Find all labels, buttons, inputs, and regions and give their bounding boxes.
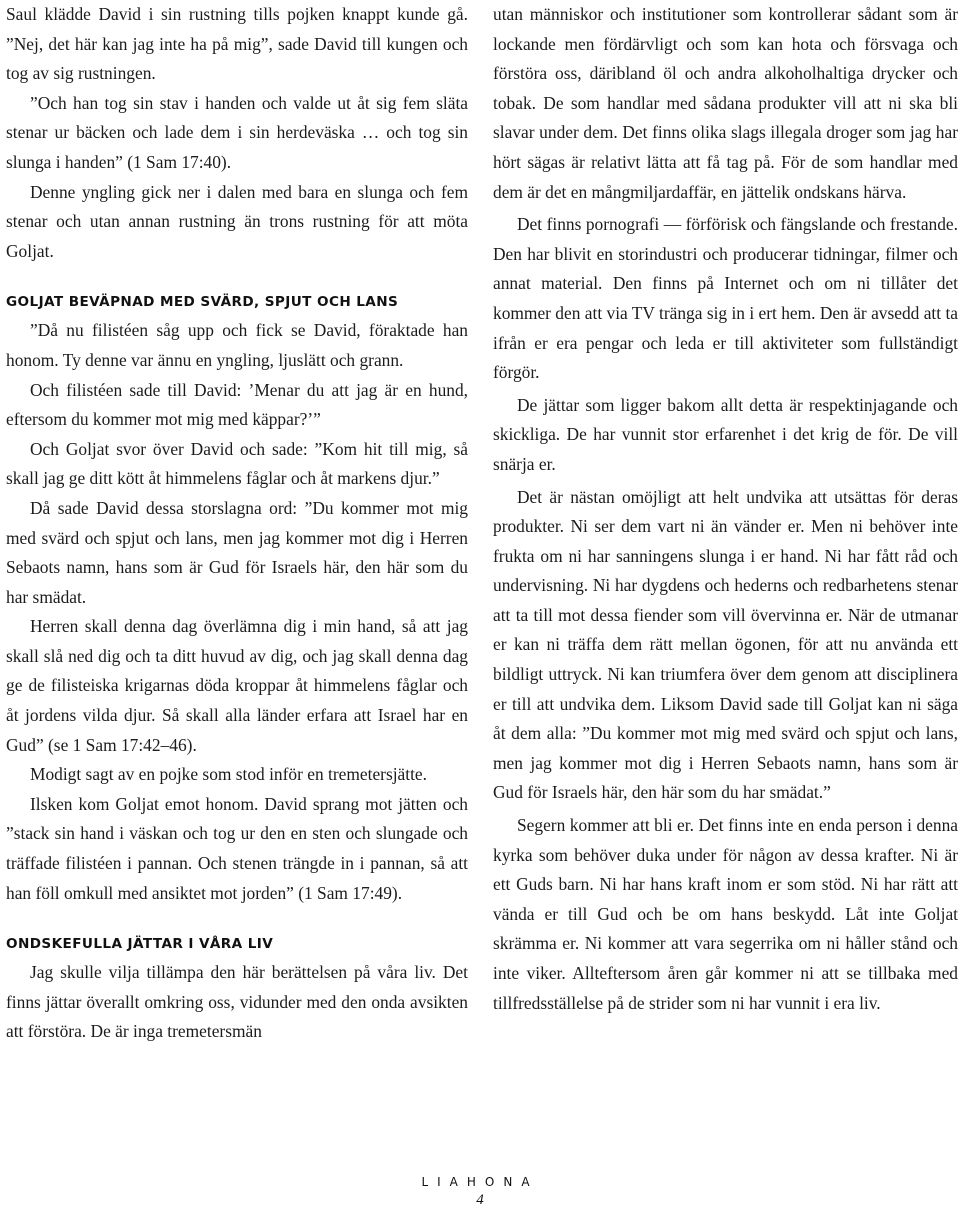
page-number: 4 [476,1192,484,1208]
paragraph: Denne yngling gick ner i dalen med bara en slunga och fem stenar och utan annan rustning än trons rustning för att möta Goljat. [6,181,468,261]
paragraph: Jag skulle vilja tillämpa den här berättelsen på våra liv. Det finns jättar överallt omkring oss, vidunder med den onda avsikten att förstöra. De är inga tremetersmän [6,962,468,1042]
paragraph: Då sade David dessa storslagna ord: ”Du kommer mot mig med svärd och spjut och lans, men jag kommer mot dig i Herren Sebaots namn, hans som är Gud för Israels här, den här som du har smädat. [6,497,468,607]
paragraph: ”Och han tog sin stav i handen och valde ut åt sig fem släta stenar ur bäcken och lade dem i sin herdeväska … och tog sin slunga i handen” (1 Sam 17:40). [6,92,468,172]
right-column [493,0,958,1018]
paragraph: ”Då nu filistéen såg upp och fick se David, föraktade han honom. Ty denne var ännu en yngling, ljuslätt och grann. [6,320,468,370]
paragraph: Det är nästan omöjligt att helt undvika att utsättas för deras produkter. Ni ser dem vart ni än vänder er. Men ni behöver inte frukta om ni har sanningens slunga i er hand. Ni har fått råd och undervisning. Ni har dygdens och hederns och redbarhetens stenar att ta till mot dessa fiender som vill övervinna er. När de utmanar er kan ni träffa dem rätt mellan ögonen, för att nu använda ett bildligt uttryck. Ni kan triumfera över dem genom att disciplinera er till att undvika dem. Liksom David sade till Goljat kan ni säga åt dem alla: ”Du kommer mot mig med svärd och spjut och lans, men jag kommer mot dig i Herren Sebaots namn, hans som är Gud för Israels här, den här som du har smädat.” [493,486,958,803]
paragraph: Och Goljat svor över David och sade: ”Kom hit till mig, så skall jag ge ditt kött åt himmelens fåglar och åt markens djur.” [6,438,468,489]
paragraph: Herren skall denna dag överlämna dig i min hand, så att jag skall slå ned dig och ta ditt huvud av dig, och jag skall denna dag ge de filisteiska krigarnas döda kroppar åt himmelens fåglar och åt jordens vilda djur. Så skall alla länder erfara att Israel har en Gud” (se 1 Sam 17:42–46). [6,616,468,755]
paragraph: Ilsken kom Goljat emot honom. David sprang mot jätten och ”stack sin hand i väskan och tog ur den en sten och slungade och träffade filistéen i pannan. Och stenen trängde in i pannan, så att han föll omkull med ansiktet mot jorden” (1 Sam 17:49). [6,793,468,903]
paragraph: Segern kommer att bli er. Det finns inte en enda person i denna kyrka som behöver duka under för någon av dessa krafter. Ni är ett Guds barn. Ni har hans kraft inom er som stöd. Ni har rätt att vända er till Gud och be om hans beskydd. Låt inte Goljat skrämma er. Ni kommer att vara segerrika om ni håller stånd och inte viker. Allteftersom åren går kommer ni att se tillbaka med tillfredsställelse på de strider som ni har vunnit i era liv. [493,815,958,1013]
paragraph: Modigt sagt av en pojke som stod inför en tremetersjätte. [30,764,427,785]
paragraph: De jättar som ligger bakom allt detta är respektinjagande och skickliga. De har vunnit stor erfarenhet i det krig de för. De vill snärja er. [493,394,958,474]
section-heading: GOLJAT BEVÄPNAD MED SVÄRD, SPJUT OCH LANS [6,294,399,311]
left-column [6,0,468,1047]
section-heading: ONDSKEFULLA JÄTTAR I VÅRA LIV [6,936,274,953]
paragraph: Saul klädde David i sin rustning tills pojken knappt kunde gå. ”Nej, det här kan jag inte ha på mig”, sade David till kungen och tog av sig rustningen. [6,4,468,84]
paragraph: Och filistéen sade till David: ’Menar du att jag är en hund, eftersom du kommer mot mig med käppar?’” [6,379,468,430]
magazine-name: LIAHONA [421,1175,539,1189]
paragraph: Det finns pornografi — förförisk och fängslande och frestande. Den har blivit en storindustri och producerar tidningar, filmer och annat material. Den finns på Internet och om ni tillåter det kommer den att via TV tränga sig in i ert hem. Den är avsedd att ta ifrån er era pengar och leda er till aktiviteter som fullständigt förgör. [493,214,958,383]
paragraph: utan människor och institutioner som kontrollerar sådant som är lockande men fördärvligt och som kan hota och försvaga och förstöra oss, däribland öl och andra alkoholhaltiga drycker och tobak. De som handlar med sådana produkter vill att ni ska bli slavar under dem. Det finns olika slags illegala droger som jag har hört sägas är relativt lätta att få tag på. För de som handlar med dem är det en mångmiljardaffär, en jättelik ondskans härva. [493,4,958,202]
